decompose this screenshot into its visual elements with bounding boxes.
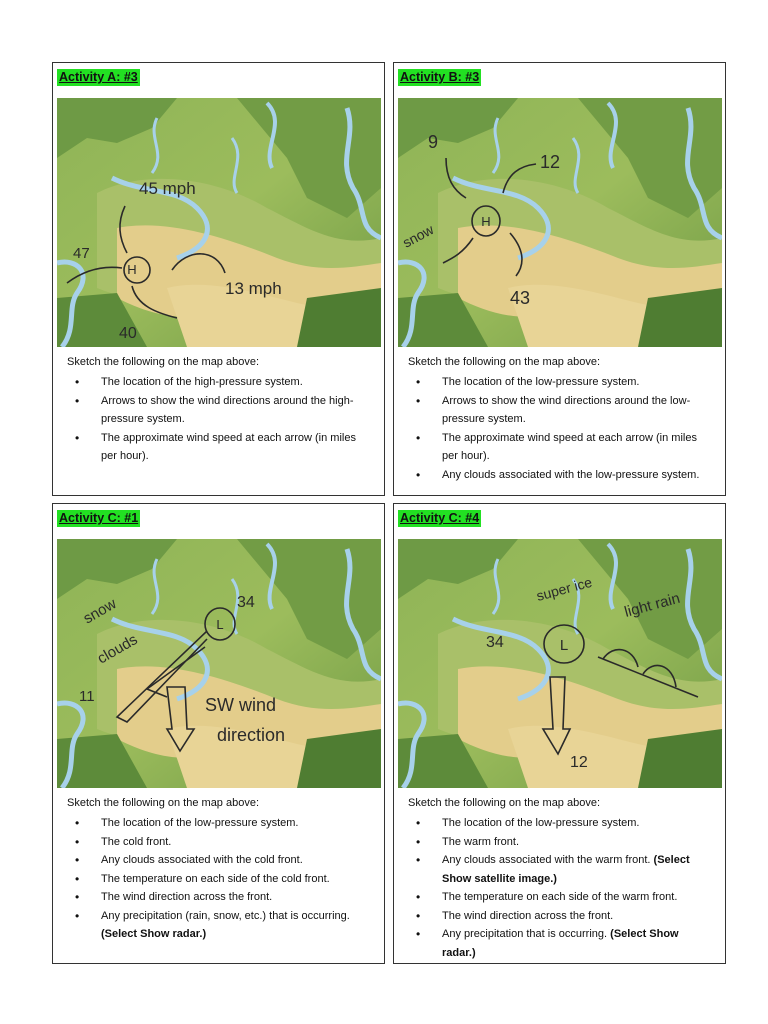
activity-c1-map <box>57 539 381 788</box>
activity-b-panel <box>393 62 726 496</box>
bullet-item <box>408 373 708 392</box>
activity-b-intro: Sketch the following on the map above: <box>408 356 601 368</box>
pressure-system-label: H <box>481 214 491 229</box>
bullet-item <box>408 392 708 429</box>
bullet-item <box>67 429 367 466</box>
wind-speed-label: 43 <box>510 288 531 308</box>
low-pressure-label: L <box>559 637 569 654</box>
activity-a-bullets <box>67 373 367 466</box>
activity-c1-panel <box>52 503 385 964</box>
temperature-label: 34 <box>237 594 255 611</box>
bullet-text: Any clouds associated with the warm front. <box>442 854 651 866</box>
wind-speed-label: 12 <box>540 152 561 172</box>
bullet-item <box>67 392 367 429</box>
activity-a-map <box>57 98 381 347</box>
activity-b-map <box>398 98 722 347</box>
activity-c4-panel <box>393 503 726 964</box>
bullet-item <box>67 373 367 392</box>
bullet-text: The cold front. <box>101 835 172 848</box>
activity-a-intro: Sketch the following on the map above: <box>67 356 260 368</box>
bullet-item <box>408 833 708 852</box>
cloud-label: clouds <box>94 631 141 668</box>
temperature-label: 11 <box>79 688 95 705</box>
bullet-text: The location of the low-pressure system. <box>442 817 640 829</box>
bullet-item <box>408 907 708 926</box>
bullet-text: The location of the low-pressure system. <box>442 376 640 388</box>
wind-direction-label: SW wind <box>205 695 277 715</box>
wind-direction-label: direction <box>217 725 286 745</box>
wind-speed-label: 40 <box>119 325 137 342</box>
bullet-item <box>67 814 367 833</box>
low-pressure-label: L <box>216 617 224 632</box>
precipitation-label: light rain <box>622 589 682 621</box>
precipitation-label: snow <box>80 595 120 628</box>
bullet-text: Any precipitation that is occurring. <box>442 928 608 940</box>
bullet-text: The wind direction across the front. <box>101 891 273 903</box>
bullet-text: The approximate wind speed at each arrow (in miles per hour). <box>101 431 356 462</box>
bullet-item <box>408 925 708 962</box>
activity-b-bullets <box>408 373 708 484</box>
bullet-bold-note: (Select Show radar.) <box>442 928 679 959</box>
activity-c1-intro: Sketch the following on the map above: <box>67 797 260 809</box>
wind-speed-label: 13 mph <box>225 279 282 298</box>
bullet-text: The temperature on each side of the cold front. <box>101 872 330 885</box>
bullet-text: Any clouds associated with the cold front. <box>101 854 303 866</box>
bullet-item <box>67 888 367 907</box>
precipitation-label: super ice <box>534 573 594 604</box>
bullet-item <box>408 814 708 833</box>
temperature-label: 34 <box>486 634 504 651</box>
activity-a-panel <box>52 62 385 496</box>
activity-c4-bullets <box>408 814 708 962</box>
bullet-text: The temperature on each side of the warm front. <box>442 891 678 903</box>
bullet-item <box>67 870 367 889</box>
bullet-text: The approximate wind speed at each arrow (in miles per hour). <box>442 431 697 462</box>
cloud-label: snow <box>399 221 437 251</box>
bullet-text: Any clouds associated with the low-pressure system. <box>442 468 700 481</box>
high-pressure-label: H <box>127 262 137 277</box>
bullet-bold-note: (Select Show radar.) <box>101 928 207 940</box>
wind-speed-label: 45 mph <box>139 179 196 198</box>
bullet-text: Arrows to show the wind directions around the low-pressure system. <box>442 394 691 425</box>
bullet-text: Any precipitation (rain, snow, etc.) that is occurring. <box>101 909 350 922</box>
activity-a-title: Activity A: #3 <box>59 70 138 84</box>
wind-speed-label: 9 <box>428 132 439 152</box>
bullet-item <box>408 466 708 485</box>
bullet-item <box>408 851 708 888</box>
bullet-text: The wind direction across the front. <box>442 909 614 922</box>
activity-c4-title: Activity C: #4 <box>400 511 480 525</box>
activity-b-title: Activity B: #3 <box>400 70 480 84</box>
bullet-item <box>408 429 708 466</box>
bullet-item <box>67 851 367 870</box>
bullet-item <box>67 907 367 944</box>
activity-c4-intro: Sketch the following on the map above: <box>408 797 601 809</box>
wind-speed-label: 47 <box>73 245 90 262</box>
bullet-text: The location of the high-pressure system. <box>101 376 303 388</box>
bullet-bold-note: (Select Show satellite image.) <box>442 854 690 885</box>
bullet-text: The warm front. <box>442 835 520 848</box>
activity-c4-map <box>398 539 722 788</box>
temperature-label: 12 <box>570 754 588 771</box>
bullet-item <box>67 833 367 852</box>
bullet-text: The location of the low-pressure system. <box>101 817 299 829</box>
activity-c1-bullets <box>67 814 367 944</box>
bullet-item <box>408 888 708 907</box>
bullet-text: Arrows to show the wind directions around the high-pressure system. <box>101 394 354 425</box>
activity-c1-title: Activity C: #1 <box>59 511 139 525</box>
